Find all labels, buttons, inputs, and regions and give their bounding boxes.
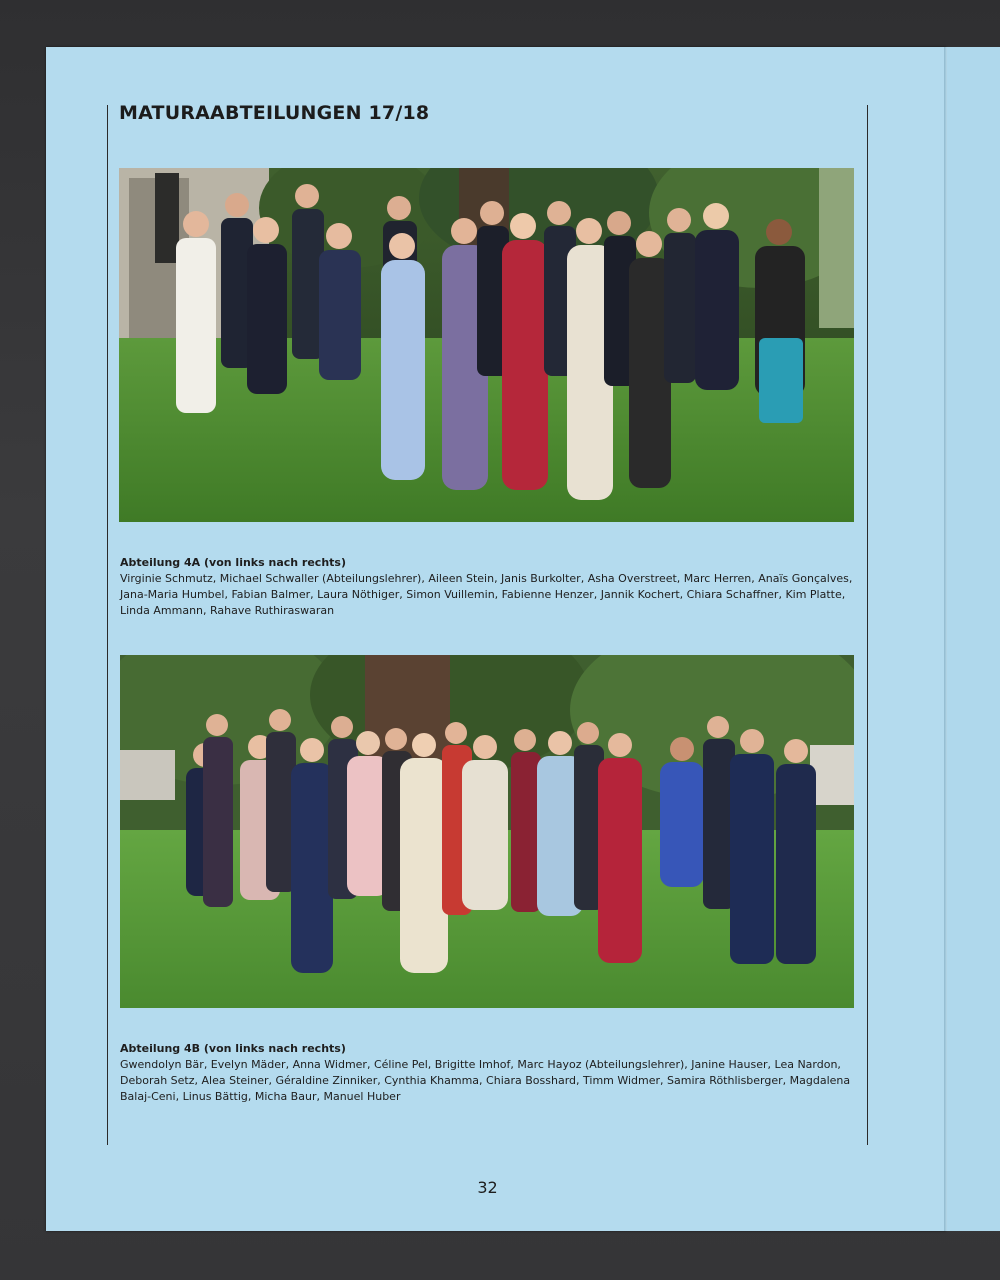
class-4b-caption: [120, 1041, 856, 1105]
left-vertical-rule: [107, 105, 108, 1145]
class-4a-caption: [120, 555, 856, 619]
page-number: 32: [477, 1178, 498, 1197]
class-4a-caption-title: Abteilung 4A (von links nach rechts): [120, 556, 346, 569]
group-photo-illustration-4a: [119, 168, 854, 522]
class-4a-caption-names: Virginie Schmutz, Michael Schwaller (Abteilungslehrer), Aileen Stein, Janis Burkolter, Asha Overstreet, Marc Herren, Anaïs Gonçalves, Jana-Maria Humbel, Fabian Balmer, Laura Nöthiger, Simon Vuillemin, Fabienne Henzer, Jannik Kochert, Chiara Schaffner, Kim Platte, Linda Ammann, Rahave Ruthiraswaran: [120, 572, 853, 617]
class-4b-caption-title: Abteilung 4B (von links nach rechts): [120, 1042, 346, 1055]
class-4b-group-photo: [120, 655, 854, 1008]
class-4a-group-photo: [119, 168, 854, 522]
right-vertical-rule: [867, 105, 868, 1145]
class-4b-caption-names: Gwendolyn Bär, Evelyn Mäder, Anna Widmer, Céline Pel, Brigitte Imhof, Marc Hayoz (Abteilungslehrer), Janine Hauser, Lea Nardon, Deborah Setz, Alea Steiner, Géraldine Zinniker, Cynthia Khamma, Chiara Bosshard, Timm Widmer, Samira Röthlisberger, Magdalena Balaj-Ceni, Linus Bättig, Micha Baur, Manuel Huber: [120, 1058, 851, 1103]
page-heading: MATURAABTEILUNGEN 17/18: [119, 102, 430, 124]
group-photo-illustration-4b: [120, 655, 854, 1008]
facing-page-edge: [947, 47, 1000, 1231]
